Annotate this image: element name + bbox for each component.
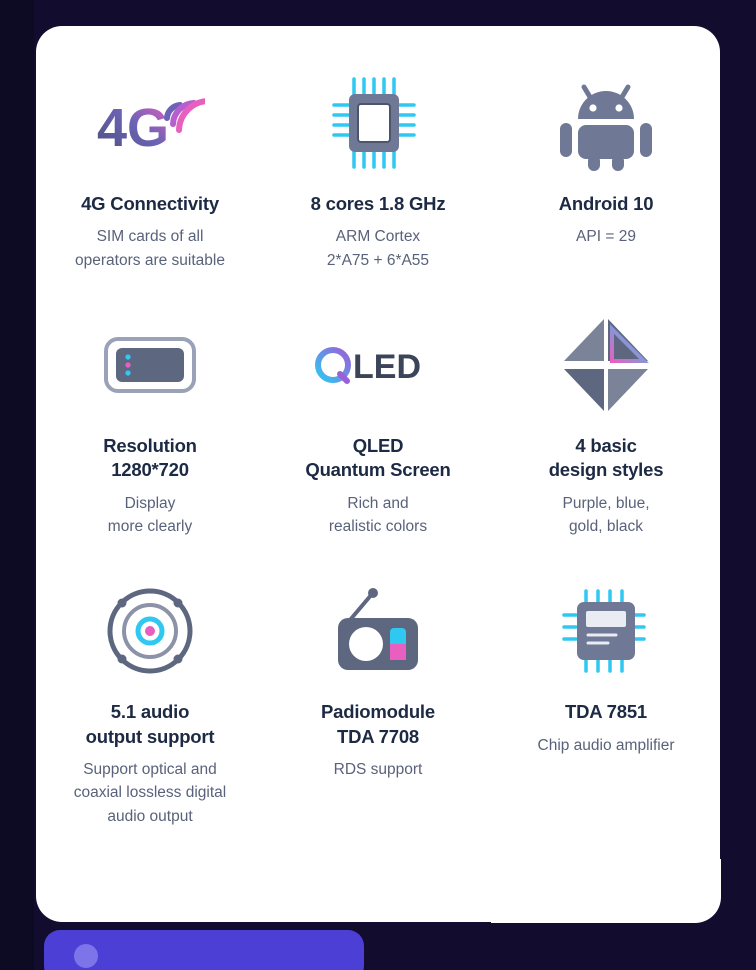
feature-subtitle: Chip audio amplifier [537, 736, 675, 754]
feature-item [492, 60, 720, 272]
feature-item [492, 568, 720, 828]
radio-module-icon [328, 568, 428, 694]
card-notch [491, 859, 721, 923]
feature-item [36, 60, 264, 272]
feature-item [492, 302, 720, 538]
feature-title: Resolution 1280*720 [103, 434, 197, 481]
feature-subtitle: ARM Cortex 2*A75 + 6*A55 [326, 228, 430, 269]
feature-title: TDA 7851 [564, 701, 648, 723]
amplifier-chip-icon [560, 568, 652, 694]
feature-title: Android 10 [558, 193, 654, 214]
feature-item [36, 568, 264, 828]
feature-title: QLED Quantum Screen [305, 434, 451, 481]
feature-subtitle: Support optical and coaxial lossless digital audio output [73, 761, 227, 825]
feature-subtitle: RDS support [333, 761, 423, 779]
feature-title: 4G Connectivity [81, 193, 219, 214]
background-accent-strip [0, 0, 34, 970]
feature-subtitle: Rich and realistic colors [328, 494, 428, 535]
feature-grid [36, 60, 720, 828]
feature-item [264, 568, 492, 828]
feature-item [36, 302, 264, 538]
feature-title: Padiomodule TDA 7708 [321, 701, 435, 747]
qled-logo-icon [313, 302, 443, 428]
bottom-bar-dot-icon [74, 944, 98, 968]
feature-item [264, 302, 492, 538]
feature-subtitle: SIM cards of all operators are suitable [75, 228, 225, 269]
android-robot-icon [556, 60, 656, 186]
feature-card [36, 26, 720, 922]
design-styles-icon [556, 302, 656, 428]
feature-subtitle: Purple, blue, gold, black [562, 494, 650, 535]
feature-item [264, 60, 492, 272]
screen-resolution-icon [102, 302, 198, 428]
speaker-audio-icon [102, 568, 198, 694]
4g-signal-icon [95, 60, 205, 186]
svg-text:4G: 4G [97, 98, 170, 158]
cpu-chip-icon [330, 60, 426, 186]
feature-title: 5.1 audio output support [85, 701, 215, 747]
bottom-bar [44, 930, 364, 970]
feature-subtitle: API = 29 [576, 228, 636, 246]
feature-title: 8 cores 1.8 GHz [310, 193, 446, 214]
svg-text:LED: LED [353, 347, 421, 386]
feature-subtitle: Display more clearly [107, 494, 193, 535]
feature-title: 4 basic design styles [548, 434, 664, 481]
